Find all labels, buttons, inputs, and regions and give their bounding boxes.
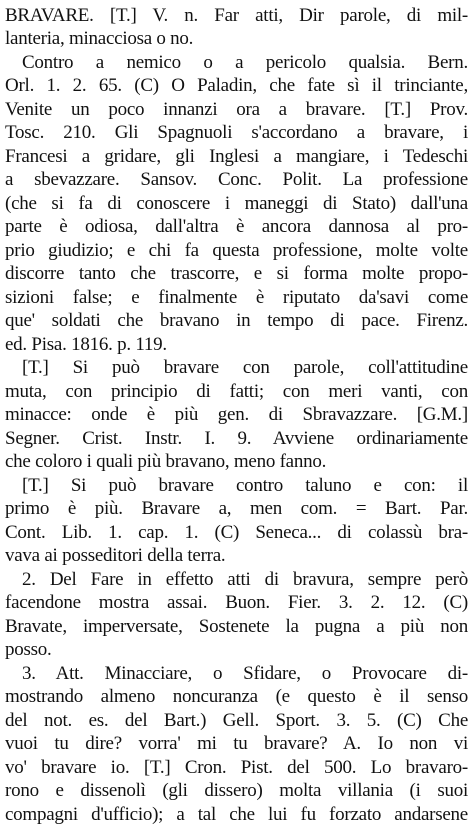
entry-line: [T.] Si può bravare con parole, coll'attitudine xyxy=(22,357,468,378)
entry-line: parte è odiosa, dall'altra è ancora dannosa al pro- xyxy=(5,216,468,237)
entry-line: 3. Att. Minacciare, o Sfidare, o Provocare di- xyxy=(22,663,468,684)
entry-line: Orl. 1. 2. 65. (C) O Paladin, che fate sì il trinciante, xyxy=(5,75,468,96)
entry-line: Venite un poco innanzi ora a bravare. [T.] Prov. xyxy=(5,99,468,120)
entry-line: vo' bravare io. [T.] Cron. Pist. del 500. Lo bravaro- xyxy=(5,757,468,778)
entry-line: BRAVARE. [T.] V. n. Far atti, Dir parole, di mil- xyxy=(5,5,468,26)
entry-line: posso. xyxy=(5,639,52,660)
entry-line: (che si fa di conoscere i maneggi di Stato) dall'una xyxy=(5,193,468,214)
entry-line: Contro a nemico o a pericolo qualsia. Bern. xyxy=(22,52,468,73)
entry-line: Segner. Crist. Instr. I. 9. Avviene ordinariamente xyxy=(5,428,468,449)
entry-line: vava ai posseditori della terra. xyxy=(5,545,226,566)
entry-line: rono e dissenolì (gli dissero) molta villania (i suoi xyxy=(5,780,468,801)
entry-line: discorre tanto che trascorre, e si forma molte propo- xyxy=(5,263,468,284)
entry-line: Tosc. 210. Gli Spagnuoli s'accordano a bravare, i xyxy=(5,122,468,143)
entry-line: che coloro i quali più bravano, meno fanno. xyxy=(5,451,327,472)
entry-line: vuoi tu dire? vorra' mi tu bravare? A. Io non vi xyxy=(5,733,468,754)
entry-line: minacce: onde è più gen. di Sbravazzare. [G.M.] xyxy=(5,404,468,425)
entry-line: Francesi a gridare, gli Inglesi a mangiare, i Tedeschi xyxy=(5,146,468,167)
entry-line: primo è più. Bravare a, men com. = Bart. Par. xyxy=(5,498,468,519)
entry-line: [T.] Si può bravare contro taluno e con: il xyxy=(22,475,468,496)
entry-line: compagni d'ufficio); a tal che lui fu forzato andarsene xyxy=(5,804,468,825)
entry-line: a sbevazzare. Sansov. Conc. Polit. La professione xyxy=(5,169,468,190)
entry-line: lanteria, minacciosa o no. xyxy=(5,28,194,49)
entry-line: Bravate, imperversate, Sostenete la pugna a più non xyxy=(5,616,468,637)
entry-line: muta, con principio di fatti; con meri vanti, con xyxy=(5,381,468,402)
entry-line: prio giudizio; e chi fa questa professione, molte volte xyxy=(5,240,468,261)
entry-line: del not. es. del Bart.) Gell. Sport. 3. 5. (C) Che xyxy=(5,710,468,731)
entry-line: 2. Del Fare in effetto atti di bravura, sempre però xyxy=(22,569,468,590)
entry-line: mostrando almeno noncuranza (e questo è il senso xyxy=(5,686,468,707)
entry-line: que' soldati che bravano in tempo di pace. Firenz. xyxy=(5,310,468,331)
entry-line: Cont. Lib. 1. cap. 1. (C) Seneca... di colassù bra- xyxy=(5,522,468,543)
entry-line: sizioni false; e finalmente è riputato da'savi come xyxy=(5,287,468,308)
entry-line: ed. Pisa. 1816. p. 119. xyxy=(5,334,167,355)
entry-line: facendone mostra assai. Buon. Fier. 3. 2. 12. (C) xyxy=(5,592,468,613)
